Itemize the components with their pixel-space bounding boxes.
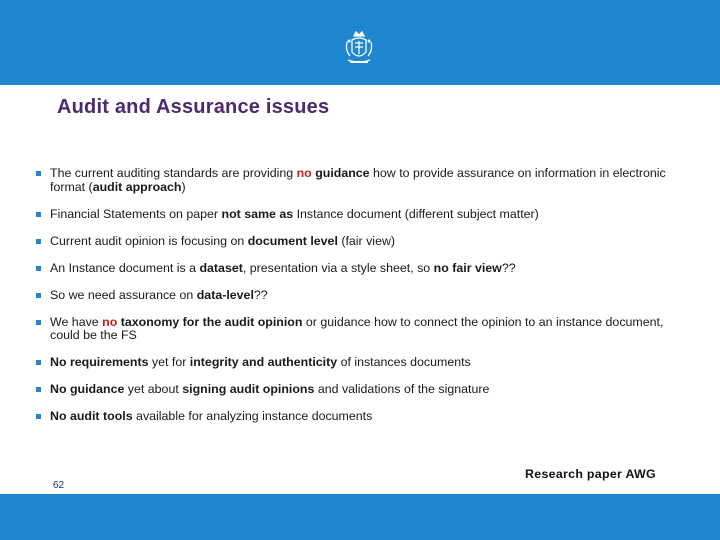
bullet-text-segment: An Instance document is a: [50, 260, 200, 275]
bullet-marker-icon: [36, 171, 41, 176]
bullet-text-segment: ??: [253, 287, 268, 302]
bullet-text-segment: available for analyzing instance documents: [132, 409, 373, 423]
bullet-text-segment: The current auditing standards are providing: [50, 166, 297, 180]
footer-label: Research paper AWG: [525, 467, 656, 481]
bullet-text-segment: No requirements: [50, 355, 149, 369]
bullet-marker-icon: [36, 320, 41, 325]
bullet-list: [36, 167, 686, 437]
bullet-text-segment: not same as: [221, 206, 294, 221]
bullet-text-segment: ??: [501, 260, 516, 275]
bullet-text-segment: No audit tools: [50, 409, 133, 423]
bullet-text-segment: Current audit opinion is focusing on: [50, 233, 248, 248]
bullet-text-segment: Instance document (different subject matter): [293, 206, 539, 221]
bullet-marker-icon: [36, 387, 41, 392]
bullet-item: [36, 410, 686, 424]
bullet-marker-icon: [36, 212, 41, 217]
page-number: 62: [53, 480, 65, 491]
bullet-text-segment: So we need assurance on: [50, 287, 197, 302]
bullet-text-segment: no: [296, 166, 312, 180]
bullet-marker-icon: [36, 266, 41, 271]
bullet-item: [36, 356, 686, 370]
bullet-marker-icon: [36, 414, 41, 419]
bullet-text-segment: signing audit opinions: [182, 382, 315, 396]
bullet-text-segment: taxonomy for the audit opinion: [120, 314, 303, 329]
bullet-text-segment: guidance: [315, 166, 370, 180]
bullet-text-segment: No guidance: [50, 382, 125, 396]
bullet-text-segment: integrity and authenticity: [189, 355, 338, 369]
bullet-text-segment: ): [181, 179, 186, 194]
bullet-marker-icon: [36, 360, 41, 365]
bullet-text-segment: yet for: [148, 355, 190, 369]
bullet-text-segment: data-level: [196, 287, 254, 302]
bullet-text-segment: We have: [50, 314, 103, 329]
bullet-text-segment: dataset: [199, 260, 243, 275]
bullet-item: [36, 167, 686, 194]
bullet-text-segment: Financial Statements on paper: [50, 206, 222, 221]
bullet-text-segment: no fair view: [433, 260, 502, 275]
bullet-item: [36, 235, 686, 249]
bullet-text-segment: of instances documents: [337, 355, 471, 369]
bullet-item: [36, 316, 686, 343]
bullet-item: [36, 208, 686, 222]
header-band: [0, 0, 720, 85]
bullet-marker-icon: [36, 239, 41, 244]
bullet-text-segment: , presentation via a style sheet, so: [242, 260, 434, 275]
bullet-text-segment: and validations of the signature: [314, 382, 490, 396]
bullet-text-segment: how to provide assurance on information in electronic format (: [50, 166, 666, 194]
bullet-text-segment: (fair view): [337, 233, 396, 248]
bullet-item: [36, 262, 686, 276]
footer-band: [0, 494, 720, 540]
bullet-marker-icon: [36, 293, 41, 298]
bullet-text-segment: no: [102, 314, 118, 329]
bullet-item: [36, 289, 686, 303]
bullet-text-segment: document level: [247, 233, 338, 248]
bullet-text-segment: yet about: [124, 382, 183, 396]
bullet-text-segment: audit approach: [92, 179, 182, 194]
coat-of-arms-icon: [344, 30, 374, 66]
page-title: Audit and Assurance issues: [57, 96, 330, 118]
bullet-item: [36, 383, 686, 397]
bullet-text-segment: or guidance how to connect the opinion to an instance document, could be the FS: [50, 314, 664, 342]
